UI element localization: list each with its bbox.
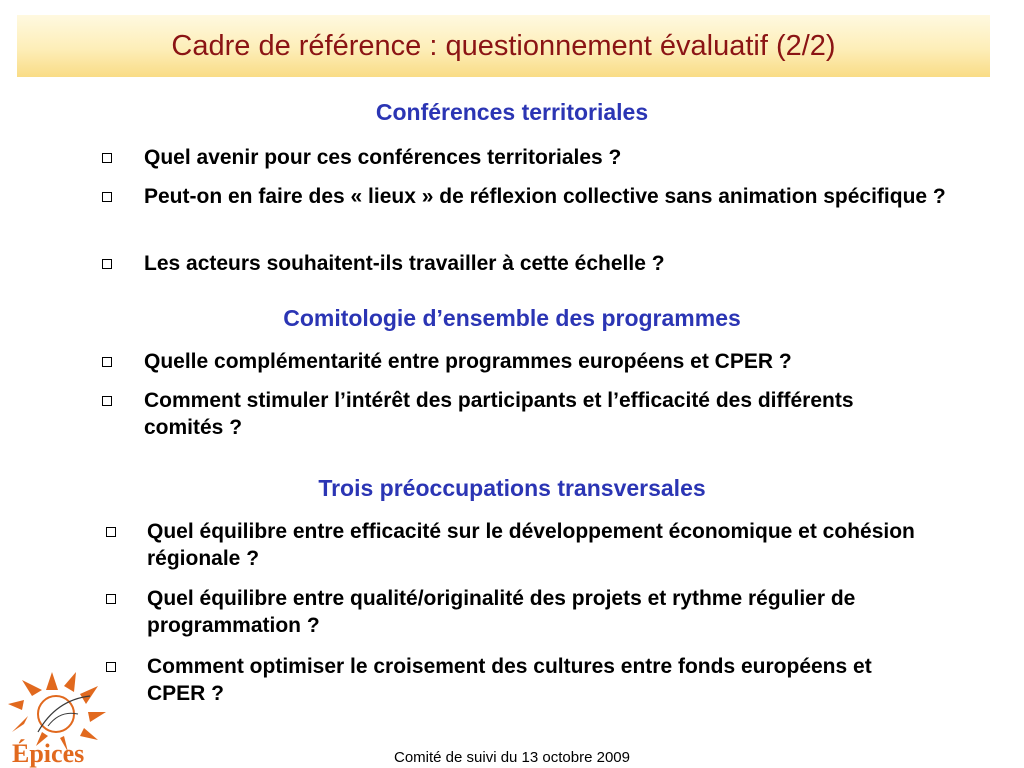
square-bullet-icon: [106, 594, 116, 604]
list-item: Quel avenir pour ces conférences territoriales ?: [144, 146, 622, 169]
section-heading-comitologie: Comitologie d’ensemble des programmes: [283, 305, 741, 331]
section-heading-transversales: Trois préoccupations transversales: [318, 475, 706, 501]
list-item: Quel équilibre entre efficacité sur le développement économique et cohésion régionale ?: [147, 520, 915, 570]
footer-text: Comité de suivi du 13 octobre 2009: [394, 749, 630, 766]
slide-title: Cadre de référence : questionnement évaluatif (2/2): [171, 30, 836, 62]
list-item: Quelle complémentarité entre programmes européens et CPER ?: [144, 350, 792, 373]
title-bar: [17, 15, 990, 77]
logo-text: Épices: [12, 739, 85, 768]
list-item: Comment optimiser le croisement des cultures entre fonds européens et CPER ?: [147, 655, 872, 705]
square-bullet-icon: [102, 396, 112, 406]
list-item: Peut-on en faire des « lieux » de réflexion collective sans animation spécifique ?: [144, 185, 946, 208]
square-bullet-icon: [102, 357, 112, 367]
list-item: Comment stimuler l’intérêt des participants et l’efficacité des différents comités ?: [144, 389, 854, 439]
square-bullet-icon: [102, 192, 112, 202]
square-bullet-icon: [102, 153, 112, 163]
list-item: Les acteurs souhaitent-ils travailler à cette échelle ?: [144, 252, 665, 275]
square-bullet-icon: [102, 259, 112, 269]
section-heading-conferences: Conférences territoriales: [375, 99, 649, 125]
list-item: Quel équilibre entre qualité/originalité des projets et rythme régulier de programmation ?: [147, 587, 856, 637]
square-bullet-icon: [106, 527, 116, 537]
